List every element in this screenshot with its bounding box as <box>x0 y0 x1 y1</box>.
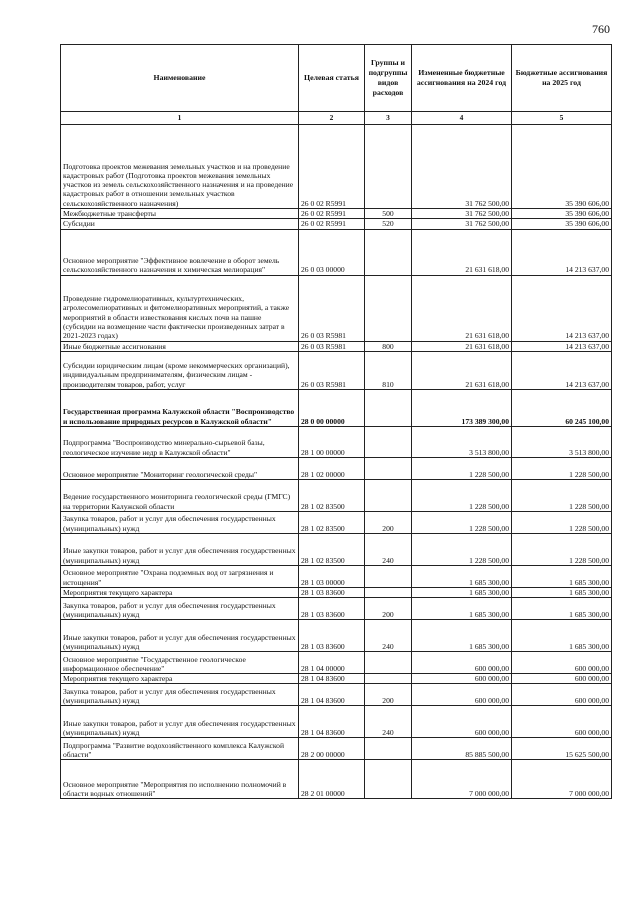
row-target-article-cell: 28 1 02 83500 <box>299 479 365 511</box>
table-row <box>61 674 612 684</box>
table-row <box>61 479 612 511</box>
row-name-cell: Субсидии юридическим лицам (кроме некоммерческих организаций), индивидуальным предпринимателям, физическим лицам - производителям товаров, работ, услуг <box>61 351 299 389</box>
row-expense-group-cell: 240 <box>365 533 412 565</box>
row-target-article-cell: 28 1 03 83600 <box>299 620 365 652</box>
row-2024-amount-cell: 1 228 500,00 <box>412 533 512 565</box>
row-2024-amount-cell: 21 631 618,00 <box>412 229 512 275</box>
row-target-article-cell: 28 1 02 00000 <box>299 457 365 479</box>
table-row <box>61 738 612 760</box>
column-number: 1 <box>61 112 299 125</box>
row-name-cell: Иные закупки товаров, работ и услуг для обеспечения государственных (муниципальных) нужд <box>61 533 299 565</box>
row-name-cell: Межбюджетные трансферты <box>61 209 299 219</box>
row-expense-group-cell <box>365 426 412 457</box>
row-target-article-cell: 28 1 04 83600 <box>299 706 365 738</box>
row-2025-amount-cell: 14 213 637,00 <box>512 275 612 341</box>
row-name-cell: Иные закупки товаров, работ и услуг для обеспечения государственных (муниципальных) нужд <box>61 620 299 652</box>
row-target-article-cell: 26 0 03 R5981 <box>299 341 365 351</box>
table-row <box>61 351 612 389</box>
row-name-cell: Подпрограмма "Развитие водохозяйственного комплекса Калужской области" <box>61 738 299 760</box>
header-2024: Измененные бюджетные ассигнования на 2024 год <box>412 45 512 112</box>
table-row <box>61 706 612 738</box>
row-expense-group-cell <box>365 760 412 799</box>
row-2024-amount-cell: 21 631 618,00 <box>412 341 512 351</box>
header-name: Наименование <box>61 45 299 112</box>
row-name-cell: Основное мероприятие "Охрана подземных вод от загрязнения и истощения" <box>61 565 299 587</box>
table-row <box>61 620 612 652</box>
row-2024-amount-cell: 173 389 300,00 <box>412 389 512 426</box>
row-target-article-cell: 28 1 03 83600 <box>299 598 365 620</box>
row-expense-group-cell <box>365 565 412 587</box>
row-name-cell: Закупка товаров, работ и услуг для обеспечения государственных (муниципальных) нужд <box>61 511 299 533</box>
row-2024-amount-cell: 21 631 618,00 <box>412 275 512 341</box>
table-row <box>61 457 612 479</box>
row-expense-group-cell: 200 <box>365 684 412 706</box>
row-2025-amount-cell: 1 228 500,00 <box>512 457 612 479</box>
row-target-article-cell: 26 0 02 R5991 <box>299 219 365 229</box>
table-row <box>61 652 612 674</box>
row-target-article-cell: 28 1 02 83500 <box>299 511 365 533</box>
row-2024-amount-cell: 1 685 300,00 <box>412 620 512 652</box>
row-2025-amount-cell: 7 000 000,00 <box>512 760 612 799</box>
table-row <box>61 533 612 565</box>
row-expense-group-cell <box>365 587 412 597</box>
row-expense-group-cell <box>365 125 412 209</box>
row-name-cell: Государственная программа Калужской области "Воспроизводство и использование природных ресурсов в Калужской области" <box>61 389 299 426</box>
table-row <box>61 209 612 219</box>
row-expense-group-cell <box>365 275 412 341</box>
row-2024-amount-cell: 1 685 300,00 <box>412 565 512 587</box>
row-name-cell: Иные бюджетные ассигнования <box>61 341 299 351</box>
table-header-row <box>61 45 612 112</box>
column-number: 3 <box>365 112 412 125</box>
header-target-article: Целевая статья <box>299 45 365 112</box>
table-row <box>61 275 612 341</box>
row-name-cell: Ведение государственного мониторинга геологической среды (ГМГС) на территории Калужской области <box>61 479 299 511</box>
row-expense-group-cell: 500 <box>365 209 412 219</box>
row-expense-group-cell: 810 <box>365 351 412 389</box>
row-target-article-cell: 28 2 01 00000 <box>299 760 365 799</box>
page-number: 760 <box>592 22 610 36</box>
row-name-cell: Иные закупки товаров, работ и услуг для обеспечения государственных (муниципальных) нужд <box>61 706 299 738</box>
row-expense-group-cell: 200 <box>365 598 412 620</box>
row-target-article-cell: 26 0 02 R5991 <box>299 209 365 219</box>
row-2024-amount-cell: 600 000,00 <box>412 652 512 674</box>
row-2024-amount-cell: 21 631 618,00 <box>412 351 512 389</box>
table-row <box>61 426 612 457</box>
row-name-cell: Подготовка проектов межевания земельных участков и на проведение кадастровых работ (Подготовка проектов межевания земельных участков из земель сельскохозяйственного назначения и на проведение кадастровых работ в отношении земельных участков сельскохозяйственного назначения) <box>61 125 299 209</box>
row-2025-amount-cell: 14 213 637,00 <box>512 351 612 389</box>
row-2025-amount-cell: 14 213 637,00 <box>512 229 612 275</box>
row-2025-amount-cell: 600 000,00 <box>512 706 612 738</box>
row-target-article-cell: 28 1 03 00000 <box>299 565 365 587</box>
header-2025: Бюджетные ассигнования на 2025 год <box>512 45 612 112</box>
table-row <box>61 125 612 209</box>
row-expense-group-cell: 240 <box>365 620 412 652</box>
row-2024-amount-cell: 31 762 500,00 <box>412 219 512 229</box>
row-target-article-cell: 26 0 03 00000 <box>299 229 365 275</box>
budget-table <box>60 44 612 799</box>
row-2024-amount-cell: 1 685 300,00 <box>412 598 512 620</box>
row-target-article-cell: 28 1 03 83600 <box>299 587 365 597</box>
table-row <box>61 760 612 799</box>
row-2025-amount-cell: 1 685 300,00 <box>512 587 612 597</box>
row-2025-amount-cell: 1 685 300,00 <box>512 598 612 620</box>
row-name-cell: Субсидии <box>61 219 299 229</box>
row-expense-group-cell <box>365 229 412 275</box>
row-2025-amount-cell: 15 625 500,00 <box>512 738 612 760</box>
row-expense-group-cell <box>365 738 412 760</box>
row-target-article-cell: 26 0 02 R5991 <box>299 125 365 209</box>
row-2025-amount-cell: 1 685 300,00 <box>512 620 612 652</box>
row-2024-amount-cell: 31 762 500,00 <box>412 209 512 219</box>
row-expense-group-cell <box>365 652 412 674</box>
column-number: 4 <box>412 112 512 125</box>
row-2024-amount-cell: 600 000,00 <box>412 684 512 706</box>
row-target-article-cell: 28 1 04 00000 <box>299 652 365 674</box>
table-row <box>61 341 612 351</box>
row-name-cell: Мероприятия текущего характера <box>61 587 299 597</box>
row-name-cell: Основное мероприятие "Мероприятия по исполнению полномочий в области водных отношений" <box>61 760 299 799</box>
row-name-cell: Основное мероприятие "Государственное геологическое информационное обеспечение" <box>61 652 299 674</box>
row-target-article-cell: 28 1 00 00000 <box>299 426 365 457</box>
row-target-article-cell: 28 0 00 00000 <box>299 389 365 426</box>
row-2024-amount-cell: 600 000,00 <box>412 674 512 684</box>
row-2025-amount-cell: 3 513 800,00 <box>512 426 612 457</box>
row-name-cell: Закупка товаров, работ и услуг для обеспечения государственных (муниципальных) нужд <box>61 598 299 620</box>
row-target-article-cell: 26 0 03 R5981 <box>299 351 365 389</box>
row-name-cell: Основное мероприятие "Эффективное вовлечение в оборот земель сельскохозяйственного назначения и химическая мелиорация" <box>61 229 299 275</box>
row-2025-amount-cell: 14 213 637,00 <box>512 341 612 351</box>
row-2024-amount-cell: 1 685 300,00 <box>412 587 512 597</box>
row-2024-amount-cell: 600 000,00 <box>412 706 512 738</box>
row-2024-amount-cell: 3 513 800,00 <box>412 426 512 457</box>
table-row <box>61 229 612 275</box>
table-row <box>61 684 612 706</box>
row-expense-group-cell <box>365 457 412 479</box>
column-number-row <box>61 112 612 125</box>
row-2024-amount-cell: 1 228 500,00 <box>412 511 512 533</box>
column-number: 5 <box>512 112 612 125</box>
row-target-article-cell: 28 1 04 83600 <box>299 684 365 706</box>
row-2025-amount-cell: 60 245 100,00 <box>512 389 612 426</box>
row-2025-amount-cell: 1 228 500,00 <box>512 533 612 565</box>
row-name-cell: Закупка товаров, работ и услуг для обеспечения государственных (муниципальных) нужд <box>61 684 299 706</box>
table-body <box>61 125 612 799</box>
row-2024-amount-cell: 1 228 500,00 <box>412 479 512 511</box>
row-expense-group-cell: 520 <box>365 219 412 229</box>
table-row <box>61 219 612 229</box>
row-2024-amount-cell: 31 762 500,00 <box>412 125 512 209</box>
row-2024-amount-cell: 85 885 500,00 <box>412 738 512 760</box>
row-2025-amount-cell: 600 000,00 <box>512 652 612 674</box>
row-target-article-cell: 26 0 03 R5981 <box>299 275 365 341</box>
row-target-article-cell: 28 2 00 00000 <box>299 738 365 760</box>
row-expense-group-cell <box>365 674 412 684</box>
row-2025-amount-cell: 1 685 300,00 <box>512 565 612 587</box>
row-expense-group-cell: 240 <box>365 706 412 738</box>
row-2025-amount-cell: 600 000,00 <box>512 684 612 706</box>
row-expense-group-cell: 800 <box>365 341 412 351</box>
row-2024-amount-cell: 1 228 500,00 <box>412 457 512 479</box>
row-2025-amount-cell: 600 000,00 <box>512 674 612 684</box>
row-target-article-cell: 28 1 04 83600 <box>299 674 365 684</box>
row-2025-amount-cell: 35 390 606,00 <box>512 219 612 229</box>
row-name-cell: Основное мероприятие "Мониторинг геологической среды" <box>61 457 299 479</box>
row-2024-amount-cell: 7 000 000,00 <box>412 760 512 799</box>
row-target-article-cell: 28 1 02 83500 <box>299 533 365 565</box>
row-name-cell: Подпрограмма "Воспроизводство минерально-сырьевой базы, геологическое изучение недр в Калужской области" <box>61 426 299 457</box>
table-row <box>61 389 612 426</box>
row-expense-group-cell <box>365 389 412 426</box>
row-expense-group-cell <box>365 479 412 511</box>
table-row <box>61 565 612 587</box>
row-2025-amount-cell: 1 228 500,00 <box>512 511 612 533</box>
row-name-cell: Мероприятия текущего характера <box>61 674 299 684</box>
row-2025-amount-cell: 1 228 500,00 <box>512 479 612 511</box>
row-name-cell: Проведение гидромелиоративных, культуртехнических, агролесомелиоративных и фитомелиоративных мероприятий, а также мероприятий в области известкования кислых почв на пашне (субсидии на возмещение части фактически произведенных затрат в 2021-2023 годах) <box>61 275 299 341</box>
header-expense-group: Группы и подгруппы видов расходов <box>365 45 412 112</box>
row-2025-amount-cell: 35 390 606,00 <box>512 125 612 209</box>
table-row <box>61 511 612 533</box>
table-row <box>61 598 612 620</box>
column-number: 2 <box>299 112 365 125</box>
table-row <box>61 587 612 597</box>
row-2025-amount-cell: 35 390 606,00 <box>512 209 612 219</box>
row-expense-group-cell: 200 <box>365 511 412 533</box>
